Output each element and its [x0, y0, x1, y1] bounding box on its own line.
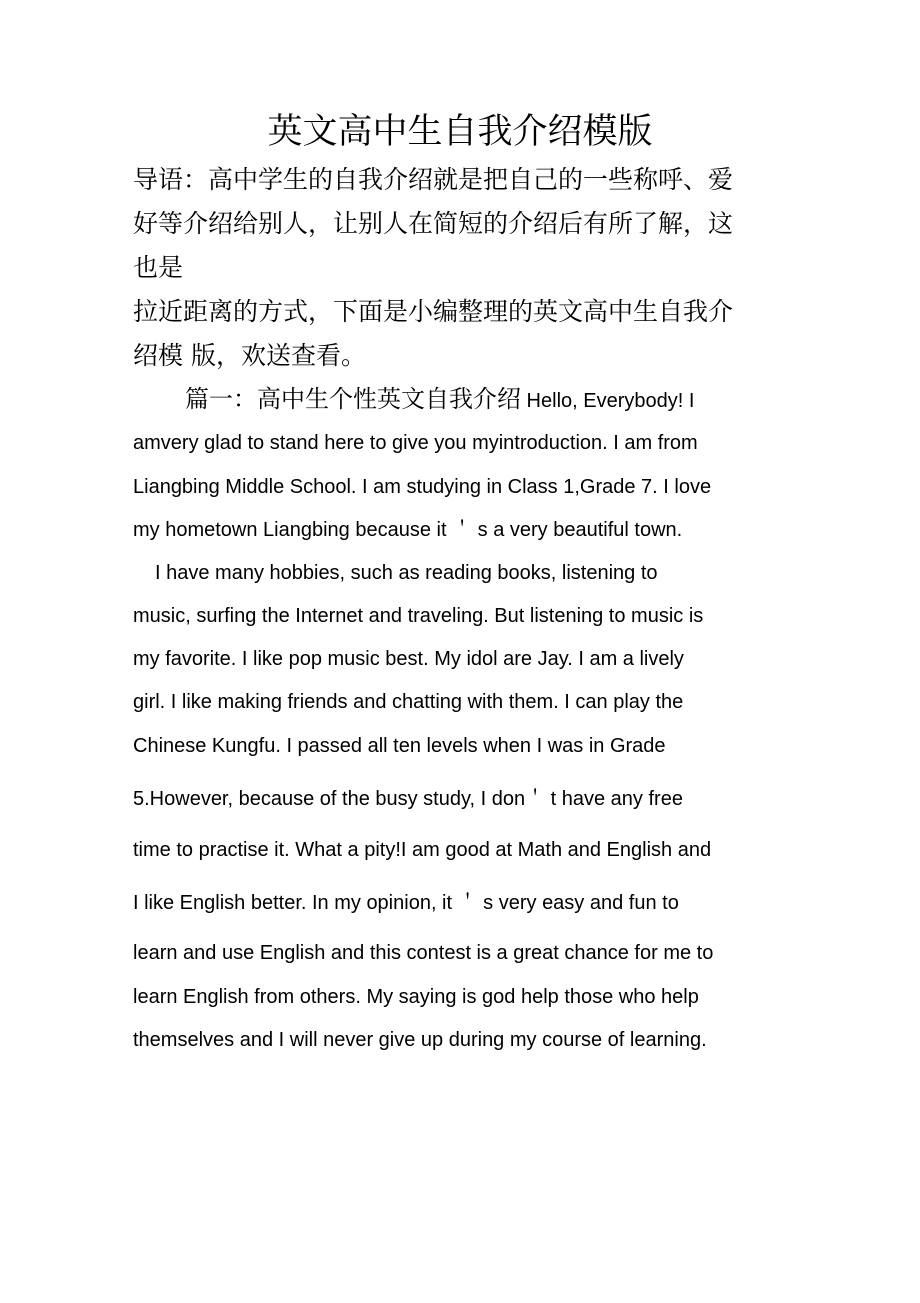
body-line: I have many hobbies, such as reading books, listening to [155, 562, 658, 584]
section-heading: 篇一：高中生个性英文自我介绍 [185, 385, 521, 413]
body-line: music, surfing the Internet and traveling. But listening to music is [133, 605, 704, 627]
body-line: time to practise it. What a pity!I am good at Math and English and [133, 839, 712, 861]
body-text-segment: Hello, Everybody! I [521, 390, 695, 412]
intro-line: 好等介绍给别人，让别人在简短的介绍后有所了解，这 [133, 209, 734, 238]
body-line: 5.However, because of the busy study, I don＇ t have any free [133, 788, 683, 810]
body-line: I like English better. In my opinion, it ＇ s very easy and fun to [133, 892, 679, 914]
body-line: learn English from others. My saying is god help those who help [133, 986, 699, 1008]
intro-line: 导语：高中学生的自我介绍就是把自己的一些称呼、爱 [133, 165, 734, 194]
body-line: my favorite. I like pop music best. My idol are Jay. I am a lively [133, 648, 684, 670]
body-line: Chinese Kungfu. I passed all ten levels when I was in Grade [133, 735, 666, 757]
body-line: my hometown Liangbing because it ＇ s a very beautiful town. [133, 519, 683, 541]
section-first-line [185, 384, 694, 416]
body-line: girl. I like making friends and chatting with them. I can play the [133, 691, 684, 713]
body-line: themselves and I will never give up during my course of learning. [133, 1029, 707, 1051]
document-title: 英文高中生自我介绍模版 [267, 112, 653, 152]
body-line: amvery glad to stand here to give you myintroduction. I am from [133, 432, 698, 454]
intro-line: 绍模 版，欢送查看。 [133, 341, 366, 370]
body-line: learn and use English and this contest is a great chance for me to [133, 942, 714, 964]
body-line: Liangbing Middle School. I am studying in Class 1,Grade 7. I love [133, 476, 712, 498]
intro-line: 拉近距离的方式，下面是小编整理的英文高中生自我介 [133, 297, 734, 326]
intro-line: 也是 [133, 253, 184, 282]
